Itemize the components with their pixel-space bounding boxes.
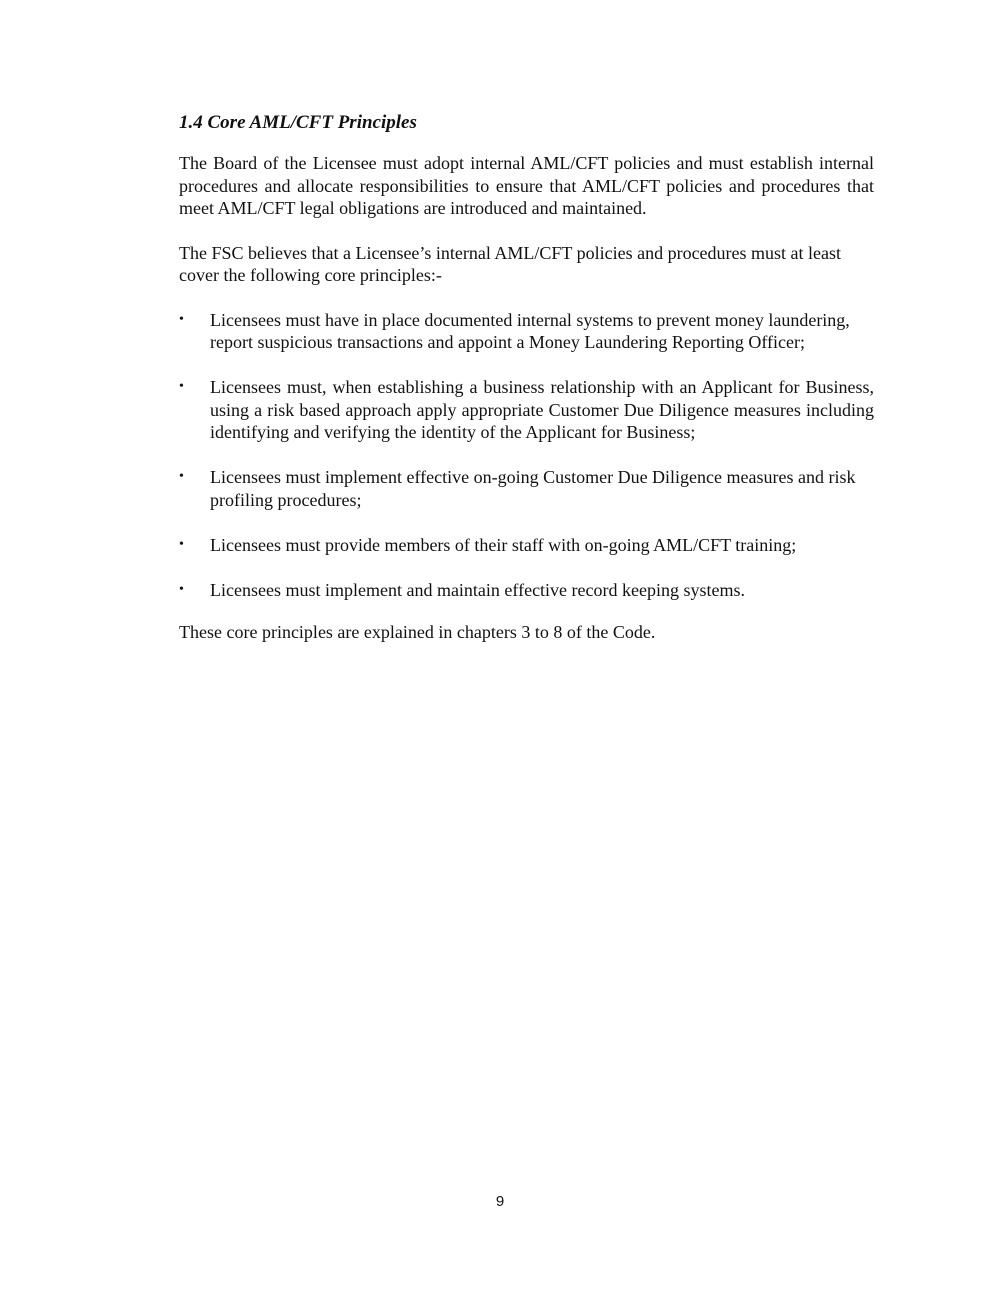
section-heading: 1.4 Core AML/CFT Principles	[179, 112, 417, 133]
list-item	[179, 466, 874, 511]
bullet-icon: •	[179, 379, 184, 394]
bullet-icon: •	[179, 311, 184, 327]
page-content	[179, 111, 874, 665]
list-item-text: Licensees must provide members of their staff with on-going AML/CFT training;	[210, 534, 797, 555]
core-principles-list	[179, 309, 874, 602]
list-item-text: Licensees must implement and maintain effective record keeping systems.	[210, 579, 745, 600]
list-item	[179, 309, 874, 354]
paragraph-fsc-principles: The FSC believes that a Licensee’s internal AML/CFT policies and procedures must at least cover the following core principles:-	[179, 242, 842, 285]
list-item-text: Licensees must implement effective on-going Customer Due Diligence measures and risk profiling procedures;	[210, 467, 856, 510]
list-item	[179, 376, 874, 444]
bullet-icon: •	[179, 469, 184, 484]
list-item	[179, 579, 874, 602]
list-item-text: Licensees must have in place documented internal systems to prevent money laundering, report suspicious transactions and appoint a Money Laundering Reporting Officer;	[210, 309, 850, 352]
page-number: 9	[495, 1193, 505, 1210]
list-item-text: Licensees must, when establishing a business relationship with an Applicant for Business, using a risk based approach apply appropriate Customer Due Diligence measures including identifying and verifying the identity of the Applicant for Business;	[210, 377, 874, 442]
list-item	[179, 534, 874, 557]
bullet-icon: •	[179, 581, 184, 597]
closing-paragraph: These core principles are explained in chapters 3 to 8 of the Code.	[179, 621, 656, 642]
paragraph-board-policies: The Board of the Licensee must adopt internal AML/CFT policies and must establish internal procedures and allocate responsibilities to ensure that AML/CFT policies and procedures that meet AML/CFT legal obligations are introduced and maintained.	[179, 153, 874, 218]
bullet-icon: •	[179, 536, 184, 552]
